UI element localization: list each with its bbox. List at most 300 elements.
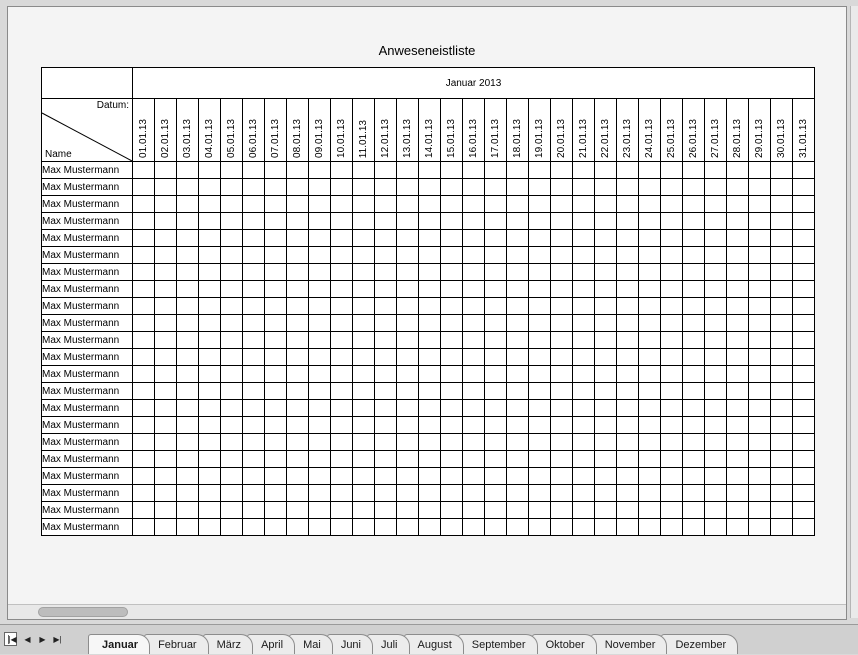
sheet-tab-februar[interactable]: Februar xyxy=(144,634,209,654)
attendance-cell[interactable] xyxy=(771,162,793,179)
attendance-cell[interactable] xyxy=(771,451,793,468)
attendance-cell[interactable] xyxy=(771,485,793,502)
attendance-cell[interactable] xyxy=(793,349,815,366)
attendance-cell[interactable] xyxy=(463,264,485,281)
attendance-cell[interactable] xyxy=(133,196,155,213)
attendance-cell[interactable] xyxy=(573,213,595,230)
attendance-cell[interactable] xyxy=(397,451,419,468)
attendance-cell[interactable] xyxy=(441,213,463,230)
attendance-cell[interactable] xyxy=(155,230,177,247)
attendance-cell[interactable] xyxy=(507,451,529,468)
attendance-cell[interactable] xyxy=(793,298,815,315)
attendance-cell[interactable] xyxy=(485,179,507,196)
attendance-cell[interactable] xyxy=(573,298,595,315)
employee-name-cell[interactable]: Max Mustermann xyxy=(42,247,133,264)
attendance-cell[interactable] xyxy=(573,451,595,468)
attendance-cell[interactable] xyxy=(771,264,793,281)
attendance-cell[interactable] xyxy=(375,400,397,417)
attendance-cell[interactable] xyxy=(353,434,375,451)
attendance-cell[interactable] xyxy=(353,247,375,264)
attendance-cell[interactable] xyxy=(243,502,265,519)
attendance-cell[interactable] xyxy=(133,179,155,196)
attendance-cell[interactable] xyxy=(243,213,265,230)
attendance-cell[interactable] xyxy=(221,502,243,519)
date-column-header[interactable] xyxy=(419,99,441,162)
attendance-cell[interactable] xyxy=(133,485,155,502)
attendance-cell[interactable] xyxy=(595,468,617,485)
attendance-cell[interactable] xyxy=(155,485,177,502)
attendance-cell[interactable] xyxy=(705,298,727,315)
sheet-tab-april[interactable]: April xyxy=(247,634,295,654)
attendance-cell[interactable] xyxy=(397,162,419,179)
attendance-cell[interactable] xyxy=(133,349,155,366)
attendance-cell[interactable] xyxy=(441,451,463,468)
attendance-cell[interactable] xyxy=(177,281,199,298)
attendance-cell[interactable] xyxy=(727,298,749,315)
attendance-cell[interactable] xyxy=(133,230,155,247)
attendance-cell[interactable] xyxy=(353,519,375,536)
attendance-cell[interactable] xyxy=(617,230,639,247)
attendance-cell[interactable] xyxy=(199,417,221,434)
attendance-cell[interactable] xyxy=(155,315,177,332)
attendance-cell[interactable] xyxy=(661,213,683,230)
date-column-header[interactable] xyxy=(793,99,815,162)
employee-name-cell[interactable]: Max Mustermann xyxy=(42,213,133,230)
attendance-cell[interactable] xyxy=(683,502,705,519)
attendance-cell[interactable] xyxy=(177,485,199,502)
attendance-cell[interactable] xyxy=(771,179,793,196)
attendance-cell[interactable] xyxy=(309,230,331,247)
attendance-cell[interactable] xyxy=(463,468,485,485)
attendance-cell[interactable] xyxy=(727,451,749,468)
attendance-cell[interactable] xyxy=(595,162,617,179)
attendance-cell[interactable] xyxy=(595,315,617,332)
attendance-cell[interactable] xyxy=(375,213,397,230)
attendance-cell[interactable] xyxy=(375,383,397,400)
attendance-cell[interactable] xyxy=(309,315,331,332)
attendance-cell[interactable] xyxy=(727,485,749,502)
attendance-cell[interactable] xyxy=(287,264,309,281)
attendance-cell[interactable] xyxy=(617,400,639,417)
date-column-header[interactable] xyxy=(155,99,177,162)
attendance-cell[interactable] xyxy=(639,298,661,315)
attendance-cell[interactable] xyxy=(199,468,221,485)
attendance-cell[interactable] xyxy=(749,281,771,298)
attendance-cell[interactable] xyxy=(529,502,551,519)
attendance-cell[interactable] xyxy=(551,451,573,468)
attendance-cell[interactable] xyxy=(155,417,177,434)
attendance-cell[interactable] xyxy=(573,315,595,332)
attendance-cell[interactable] xyxy=(265,264,287,281)
attendance-cell[interactable] xyxy=(331,213,353,230)
attendance-cell[interactable] xyxy=(529,264,551,281)
attendance-cell[interactable] xyxy=(551,230,573,247)
attendance-cell[interactable] xyxy=(727,400,749,417)
attendance-cell[interactable] xyxy=(507,400,529,417)
attendance-cell[interactable] xyxy=(595,400,617,417)
attendance-cell[interactable] xyxy=(199,281,221,298)
attendance-cell[interactable] xyxy=(639,434,661,451)
attendance-cell[interactable] xyxy=(485,196,507,213)
attendance-cell[interactable] xyxy=(331,179,353,196)
attendance-cell[interactable] xyxy=(265,332,287,349)
attendance-cell[interactable] xyxy=(221,451,243,468)
attendance-cell[interactable] xyxy=(463,417,485,434)
date-column-header[interactable] xyxy=(177,99,199,162)
attendance-cell[interactable] xyxy=(309,451,331,468)
attendance-cell[interactable] xyxy=(595,383,617,400)
attendance-cell[interactable] xyxy=(243,400,265,417)
attendance-cell[interactable] xyxy=(485,485,507,502)
attendance-cell[interactable] xyxy=(507,434,529,451)
attendance-cell[interactable] xyxy=(375,162,397,179)
attendance-cell[interactable] xyxy=(529,315,551,332)
attendance-cell[interactable] xyxy=(309,264,331,281)
attendance-cell[interactable] xyxy=(507,162,529,179)
attendance-cell[interactable] xyxy=(595,519,617,536)
attendance-cell[interactable] xyxy=(617,349,639,366)
attendance-cell[interactable] xyxy=(485,281,507,298)
attendance-cell[interactable] xyxy=(397,179,419,196)
attendance-cell[interactable] xyxy=(265,298,287,315)
attendance-cell[interactable] xyxy=(155,213,177,230)
attendance-cell[interactable] xyxy=(155,332,177,349)
attendance-cell[interactable] xyxy=(793,434,815,451)
sheet-tab-mai[interactable]: Mai xyxy=(289,634,333,654)
prev-sheet-icon[interactable]: ◀ xyxy=(24,634,31,644)
attendance-cell[interactable] xyxy=(749,383,771,400)
attendance-cell[interactable] xyxy=(705,434,727,451)
attendance-cell[interactable] xyxy=(771,383,793,400)
attendance-cell[interactable] xyxy=(221,162,243,179)
date-column-header[interactable] xyxy=(771,99,793,162)
date-column-header[interactable] xyxy=(639,99,661,162)
attendance-cell[interactable] xyxy=(661,332,683,349)
attendance-cell[interactable] xyxy=(617,519,639,536)
attendance-cell[interactable] xyxy=(309,383,331,400)
attendance-cell[interactable] xyxy=(749,247,771,264)
attendance-cell[interactable] xyxy=(441,298,463,315)
attendance-cell[interactable] xyxy=(529,213,551,230)
attendance-cell[interactable] xyxy=(705,417,727,434)
attendance-cell[interactable] xyxy=(177,247,199,264)
attendance-cell[interactable] xyxy=(661,434,683,451)
attendance-cell[interactable] xyxy=(793,315,815,332)
attendance-cell[interactable] xyxy=(331,366,353,383)
employee-name-cell[interactable]: Max Mustermann xyxy=(42,485,133,502)
attendance-cell[interactable] xyxy=(243,315,265,332)
attendance-cell[interactable] xyxy=(353,298,375,315)
attendance-cell[interactable] xyxy=(485,162,507,179)
attendance-cell[interactable] xyxy=(661,349,683,366)
attendance-cell[interactable] xyxy=(419,281,441,298)
attendance-cell[interactable] xyxy=(639,519,661,536)
attendance-cell[interactable] xyxy=(199,179,221,196)
attendance-cell[interactable] xyxy=(529,247,551,264)
attendance-cell[interactable] xyxy=(595,298,617,315)
date-column-header[interactable] xyxy=(397,99,419,162)
attendance-cell[interactable] xyxy=(727,417,749,434)
attendance-cell[interactable] xyxy=(573,400,595,417)
attendance-cell[interactable] xyxy=(749,196,771,213)
sheet-scroll-area[interactable] xyxy=(7,6,847,620)
attendance-cell[interactable] xyxy=(507,502,529,519)
attendance-cell[interactable] xyxy=(441,196,463,213)
attendance-cell[interactable] xyxy=(727,366,749,383)
attendance-cell[interactable] xyxy=(683,247,705,264)
attendance-cell[interactable] xyxy=(661,366,683,383)
attendance-cell[interactable] xyxy=(529,179,551,196)
attendance-cell[interactable] xyxy=(243,366,265,383)
attendance-cell[interactable] xyxy=(265,417,287,434)
attendance-cell[interactable] xyxy=(177,519,199,536)
attendance-cell[interactable] xyxy=(265,196,287,213)
attendance-cell[interactable] xyxy=(331,332,353,349)
attendance-cell[interactable] xyxy=(749,366,771,383)
attendance-cell[interactable] xyxy=(793,230,815,247)
month-title-cell[interactable]: Januar 2013 xyxy=(133,68,815,99)
date-column-header[interactable] xyxy=(705,99,727,162)
attendance-cell[interactable] xyxy=(243,247,265,264)
attendance-cell[interactable] xyxy=(243,349,265,366)
attendance-cell[interactable] xyxy=(507,332,529,349)
attendance-cell[interactable] xyxy=(595,502,617,519)
attendance-cell[interactable] xyxy=(287,213,309,230)
attendance-cell[interactable] xyxy=(551,400,573,417)
attendance-cell[interactable] xyxy=(243,468,265,485)
attendance-cell[interactable] xyxy=(793,485,815,502)
attendance-cell[interactable] xyxy=(243,264,265,281)
attendance-cell[interactable] xyxy=(243,519,265,536)
date-column-header[interactable] xyxy=(243,99,265,162)
attendance-cell[interactable] xyxy=(287,247,309,264)
attendance-cell[interactable] xyxy=(155,281,177,298)
date-column-header[interactable] xyxy=(133,99,155,162)
attendance-cell[interactable] xyxy=(397,468,419,485)
attendance-cell[interactable] xyxy=(595,349,617,366)
attendance-cell[interactable] xyxy=(595,230,617,247)
attendance-cell[interactable] xyxy=(221,332,243,349)
attendance-cell[interactable] xyxy=(551,213,573,230)
attendance-cell[interactable] xyxy=(529,281,551,298)
attendance-cell[interactable] xyxy=(155,349,177,366)
attendance-cell[interactable] xyxy=(441,264,463,281)
attendance-cell[interactable] xyxy=(309,196,331,213)
attendance-cell[interactable] xyxy=(639,196,661,213)
attendance-cell[interactable] xyxy=(463,383,485,400)
attendance-cell[interactable] xyxy=(551,434,573,451)
attendance-cell[interactable] xyxy=(639,485,661,502)
attendance-cell[interactable] xyxy=(705,179,727,196)
horizontal-scrollbar-thumb[interactable] xyxy=(38,607,128,617)
attendance-cell[interactable] xyxy=(551,281,573,298)
attendance-cell[interactable] xyxy=(727,179,749,196)
attendance-cell[interactable] xyxy=(463,400,485,417)
attendance-cell[interactable] xyxy=(177,230,199,247)
attendance-cell[interactable] xyxy=(683,451,705,468)
attendance-cell[interactable] xyxy=(485,315,507,332)
attendance-cell[interactable] xyxy=(287,451,309,468)
attendance-cell[interactable] xyxy=(683,349,705,366)
attendance-cell[interactable] xyxy=(287,468,309,485)
attendance-cell[interactable] xyxy=(529,332,551,349)
attendance-cell[interactable] xyxy=(661,247,683,264)
attendance-cell[interactable] xyxy=(551,366,573,383)
attendance-cell[interactable] xyxy=(463,366,485,383)
attendance-cell[interactable] xyxy=(133,519,155,536)
attendance-cell[interactable] xyxy=(529,519,551,536)
attendance-cell[interactable] xyxy=(705,366,727,383)
attendance-cell[interactable] xyxy=(309,281,331,298)
attendance-cell[interactable] xyxy=(353,502,375,519)
attendance-cell[interactable] xyxy=(705,468,727,485)
attendance-cell[interactable] xyxy=(397,519,419,536)
attendance-cell[interactable] xyxy=(265,213,287,230)
attendance-cell[interactable] xyxy=(397,264,419,281)
last-sheet-icon[interactable]: ▶| xyxy=(53,634,62,644)
attendance-cell[interactable] xyxy=(793,468,815,485)
attendance-cell[interactable] xyxy=(221,281,243,298)
attendance-cell[interactable] xyxy=(793,417,815,434)
attendance-cell[interactable] xyxy=(177,366,199,383)
attendance-cell[interactable] xyxy=(265,349,287,366)
attendance-cell[interactable] xyxy=(529,451,551,468)
attendance-cell[interactable] xyxy=(309,213,331,230)
attendance-cell[interactable] xyxy=(265,315,287,332)
attendance-cell[interactable] xyxy=(331,485,353,502)
attendance-cell[interactable] xyxy=(771,298,793,315)
attendance-cell[interactable] xyxy=(705,519,727,536)
employee-name-cell[interactable]: Max Mustermann xyxy=(42,349,133,366)
attendance-cell[interactable] xyxy=(441,162,463,179)
attendance-cell[interactable] xyxy=(199,519,221,536)
attendance-cell[interactable] xyxy=(573,179,595,196)
attendance-cell[interactable] xyxy=(771,332,793,349)
attendance-cell[interactable] xyxy=(441,349,463,366)
attendance-cell[interactable] xyxy=(155,179,177,196)
attendance-cell[interactable] xyxy=(441,179,463,196)
attendance-cell[interactable] xyxy=(683,196,705,213)
attendance-cell[interactable] xyxy=(133,383,155,400)
attendance-cell[interactable] xyxy=(683,281,705,298)
attendance-cell[interactable] xyxy=(331,162,353,179)
date-column-header[interactable] xyxy=(287,99,309,162)
attendance-cell[interactable] xyxy=(155,502,177,519)
attendance-cell[interactable] xyxy=(441,332,463,349)
attendance-cell[interactable] xyxy=(419,332,441,349)
attendance-cell[interactable] xyxy=(353,230,375,247)
attendance-cell[interactable] xyxy=(331,298,353,315)
date-column-header[interactable] xyxy=(529,99,551,162)
attendance-cell[interactable] xyxy=(375,468,397,485)
attendance-cell[interactable] xyxy=(485,298,507,315)
attendance-cell[interactable] xyxy=(463,196,485,213)
date-column-header[interactable] xyxy=(441,99,463,162)
attendance-cell[interactable] xyxy=(617,468,639,485)
attendance-cell[interactable] xyxy=(265,502,287,519)
attendance-cell[interactable] xyxy=(155,298,177,315)
attendance-cell[interactable] xyxy=(199,434,221,451)
attendance-cell[interactable] xyxy=(661,281,683,298)
attendance-cell[interactable] xyxy=(419,519,441,536)
attendance-cell[interactable] xyxy=(661,468,683,485)
attendance-cell[interactable] xyxy=(419,502,441,519)
attendance-cell[interactable] xyxy=(705,315,727,332)
attendance-cell[interactable] xyxy=(683,264,705,281)
attendance-cell[interactable] xyxy=(331,230,353,247)
attendance-cell[interactable] xyxy=(639,315,661,332)
employee-name-cell[interactable]: Max Mustermann xyxy=(42,315,133,332)
attendance-cell[interactable] xyxy=(639,417,661,434)
attendance-cell[interactable] xyxy=(551,196,573,213)
attendance-cell[interactable] xyxy=(661,400,683,417)
attendance-cell[interactable] xyxy=(705,213,727,230)
attendance-cell[interactable] xyxy=(463,179,485,196)
attendance-cell[interactable] xyxy=(463,451,485,468)
attendance-cell[interactable] xyxy=(221,315,243,332)
attendance-cell[interactable] xyxy=(397,298,419,315)
attendance-cell[interactable] xyxy=(309,349,331,366)
attendance-cell[interactable] xyxy=(441,485,463,502)
attendance-cell[interactable] xyxy=(727,264,749,281)
attendance-cell[interactable] xyxy=(771,519,793,536)
attendance-cell[interactable] xyxy=(683,519,705,536)
attendance-cell[interactable] xyxy=(749,400,771,417)
attendance-cell[interactable] xyxy=(265,366,287,383)
attendance-cell[interactable] xyxy=(463,519,485,536)
attendance-cell[interactable] xyxy=(441,434,463,451)
attendance-cell[interactable] xyxy=(309,162,331,179)
attendance-cell[interactable] xyxy=(287,400,309,417)
attendance-cell[interactable] xyxy=(375,315,397,332)
attendance-cell[interactable] xyxy=(639,162,661,179)
attendance-cell[interactable] xyxy=(639,213,661,230)
attendance-cell[interactable] xyxy=(485,332,507,349)
attendance-cell[interactable] xyxy=(331,400,353,417)
attendance-cell[interactable] xyxy=(265,281,287,298)
attendance-cell[interactable] xyxy=(463,485,485,502)
attendance-cell[interactable] xyxy=(639,468,661,485)
attendance-cell[interactable] xyxy=(265,383,287,400)
attendance-cell[interactable] xyxy=(595,485,617,502)
attendance-cell[interactable] xyxy=(133,298,155,315)
attendance-cell[interactable] xyxy=(353,315,375,332)
attendance-cell[interactable] xyxy=(551,519,573,536)
next-sheet-icon[interactable]: ▶ xyxy=(39,634,46,644)
attendance-cell[interactable] xyxy=(155,434,177,451)
attendance-cell[interactable] xyxy=(485,400,507,417)
attendance-cell[interactable] xyxy=(331,383,353,400)
attendance-cell[interactable] xyxy=(375,451,397,468)
attendance-cell[interactable] xyxy=(177,451,199,468)
attendance-cell[interactable] xyxy=(287,298,309,315)
date-column-header[interactable] xyxy=(727,99,749,162)
attendance-cell[interactable] xyxy=(595,434,617,451)
attendance-cell[interactable] xyxy=(683,179,705,196)
attendance-cell[interactable] xyxy=(683,230,705,247)
attendance-cell[interactable] xyxy=(463,213,485,230)
attendance-cell[interactable] xyxy=(705,196,727,213)
attendance-cell[interactable] xyxy=(463,502,485,519)
attendance-cell[interactable] xyxy=(287,383,309,400)
attendance-cell[interactable] xyxy=(177,349,199,366)
attendance-cell[interactable] xyxy=(265,451,287,468)
attendance-cell[interactable] xyxy=(771,315,793,332)
attendance-cell[interactable] xyxy=(683,400,705,417)
attendance-cell[interactable] xyxy=(749,417,771,434)
attendance-cell[interactable] xyxy=(551,468,573,485)
attendance-cell[interactable] xyxy=(683,162,705,179)
